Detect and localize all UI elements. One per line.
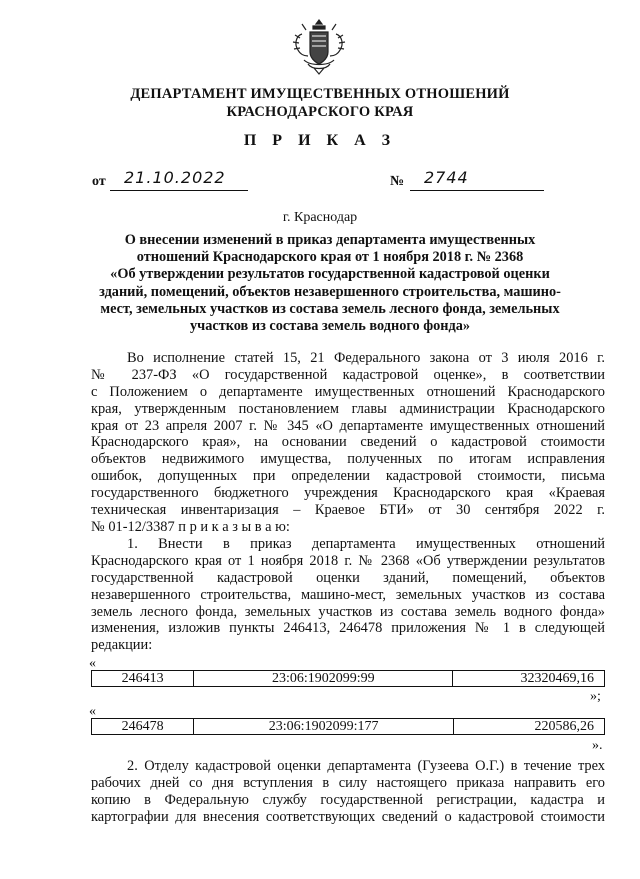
cadastral-number-cell: 23:06:1902099:99 bbox=[194, 671, 453, 687]
order-date: 21.10.2022 bbox=[124, 168, 226, 187]
registry-row-table bbox=[91, 670, 605, 687]
close-quote: »; bbox=[590, 689, 601, 704]
date-prefix: от bbox=[92, 174, 106, 189]
item-2-line: рабочих дней со дня вступления в силу настоящего приказа направить его bbox=[91, 774, 605, 791]
number-prefix: № bbox=[390, 174, 405, 189]
subject-line: участков из состава земель водного фонда» bbox=[189, 318, 471, 335]
item-2-line: копию в Федеральную службу государственной регистрации, кадастра и bbox=[91, 791, 605, 808]
subject-line: отношений Краснодарского края от 1 ноября 2018 г. № 2368 bbox=[136, 249, 524, 266]
item-2-paragraph bbox=[91, 758, 605, 826]
preamble-line: с Положением о департаменте имущественных отношений Краснодарского bbox=[91, 383, 605, 400]
coat-of-arms-emblem bbox=[292, 16, 346, 76]
item-number-cell: 246413 bbox=[92, 671, 194, 687]
open-quote: « bbox=[89, 656, 96, 671]
order-subject bbox=[92, 232, 568, 335]
item-1-line: 1. Внести в приказ департамента имущественных отношений bbox=[127, 536, 605, 552]
preamble-line: ошибок, допущенных при определении кадастровой стоимости, письма bbox=[91, 468, 605, 485]
registry-row-table bbox=[91, 718, 605, 735]
item-2-line: картографии для внесения соответствующих сведений о кадастровой стоимости bbox=[91, 808, 605, 825]
item-1-line: редакции: bbox=[91, 637, 153, 654]
item-1-paragraph bbox=[91, 536, 605, 654]
preamble-line: Во исполнение статей 15, 21 Федерального закона от 3 июля 2016 г. bbox=[127, 350, 605, 366]
item-1-line: государственной кадастровой оценки зданий, помещений, объектов bbox=[91, 569, 605, 586]
table-row bbox=[92, 719, 605, 735]
item-1-line: незавершенного строительства, машино-мест, земельных участков из состава bbox=[91, 586, 605, 603]
preamble-line: края от 23 апреля 2007 г. № 345 «О департаменте имущественных отношений bbox=[91, 417, 605, 434]
department-name-line1: ДЕПАРТАМЕНТ ИМУЩЕСТВЕННЫХ ОТНОШЕНИЙ bbox=[130, 86, 510, 102]
item-1-line: изменения, изложив пункты 246413, 246478 приложения № 1 в следующей bbox=[91, 620, 605, 637]
open-quote: « bbox=[89, 704, 96, 719]
preamble-line: № 237-ФЗ «О государственной кадастровой оценке», в соответствии bbox=[91, 366, 605, 383]
subject-line: «Об утверждении результатов государственной кадастровой оценки bbox=[110, 266, 550, 283]
subject-line: зданий, помещений, объектов незавершенного строительства, машино- bbox=[99, 283, 561, 300]
number-underline bbox=[410, 190, 544, 191]
preamble-line: Краснодарского края», на основании сведений о кадастровой стоимости bbox=[91, 434, 605, 451]
cadastral-number-cell: 23:06:1902099:177 bbox=[194, 719, 454, 735]
table-row bbox=[92, 671, 605, 687]
close-quote: ». bbox=[592, 738, 603, 753]
cadastral-value-cell: 32320469,16 bbox=[453, 671, 605, 687]
date-underline bbox=[110, 190, 248, 191]
item-1-line: Краснодарского края от 1 ноября 2018 г. № 2368 «Об утверждении результатов bbox=[91, 552, 605, 569]
preamble-line: края, утвержденным постановлением главы администрации Краснодарского bbox=[91, 400, 605, 417]
subject-line: О внесении изменений в приказ департамента имущественных bbox=[124, 232, 536, 248]
order-number: 2744 bbox=[424, 168, 469, 187]
department-name-line2: КРАСНОДАРСКОГО КРАЯ bbox=[226, 104, 414, 120]
item-2-line: 2. Отделу кадастровой оценки департамента (Гузеева О.Г.) в течение трех bbox=[127, 758, 605, 774]
item-1-line: земель лесного фонда, земельных участков из состава земель водного фонда» bbox=[91, 603, 605, 620]
preamble-line: объектов недвижимого имущества, полученных по итогам исправления bbox=[91, 451, 605, 468]
preamble-line: № 01-12/3387 п р и к а з ы в а ю: bbox=[91, 518, 290, 535]
preamble-line: техническая инвентаризация – Краевое БТИ» от 30 сентября 2022 г. bbox=[91, 502, 605, 519]
city: г. Краснодар bbox=[282, 210, 358, 225]
subject-line: мест, земельных участков из состава земель лесного фонда, земельных bbox=[100, 300, 560, 317]
preamble-line: государственного бюджетного учреждения Краснодарского края «Краевая bbox=[91, 485, 605, 502]
cadastral-value-cell: 220586,26 bbox=[453, 719, 604, 735]
preamble-paragraph bbox=[91, 350, 605, 536]
document-type-title: П Р И К А З bbox=[243, 132, 397, 149]
item-number-cell: 246478 bbox=[92, 719, 194, 735]
